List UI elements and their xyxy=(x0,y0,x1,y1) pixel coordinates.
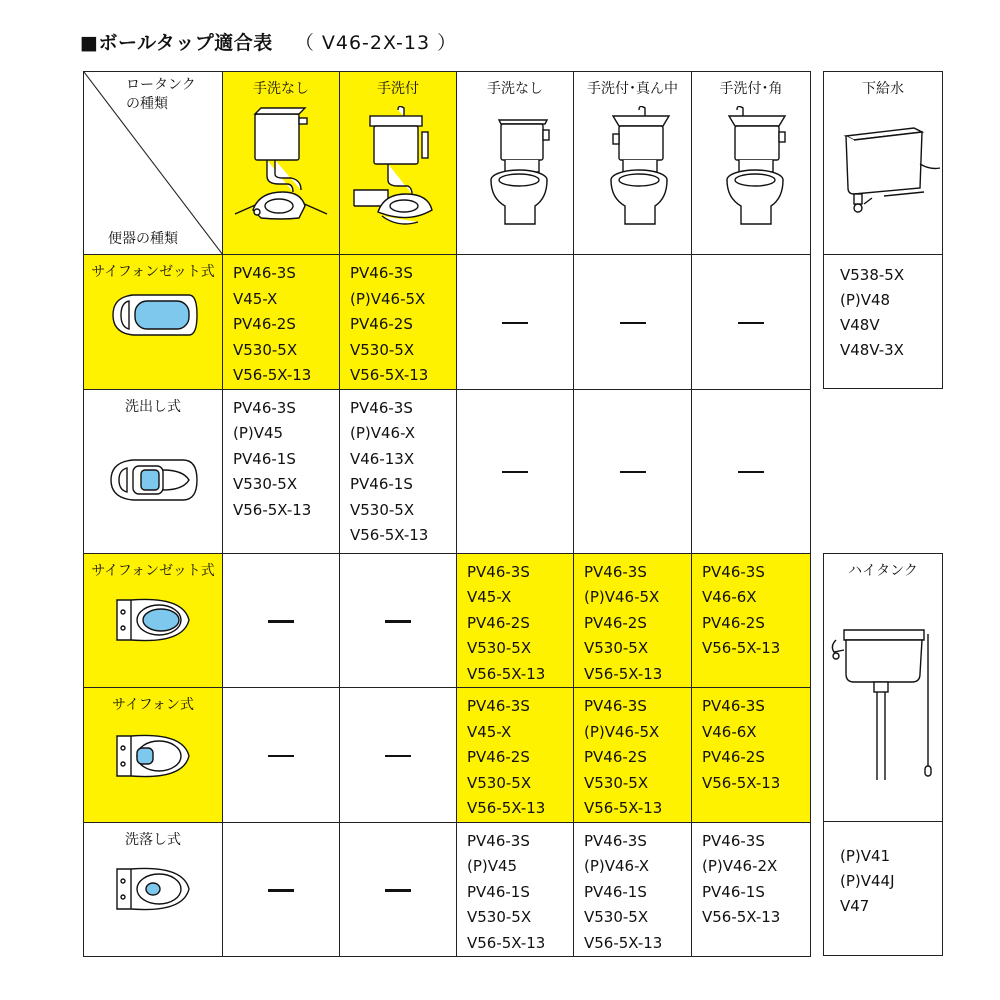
tank-header-western-faucet-corner xyxy=(692,72,811,255)
model-number: V530-5X xyxy=(233,475,298,493)
model-list xyxy=(340,390,456,549)
western-toilet-faucet-corner-icon xyxy=(701,106,801,236)
model-number: V56-5X-13 xyxy=(467,933,546,952)
compatibility-table xyxy=(83,71,811,957)
western-toilet-tank-icon xyxy=(465,106,565,236)
cell xyxy=(692,688,811,823)
model-number: (P)V48 xyxy=(840,291,891,309)
tank-header-label: 手洗付･角 xyxy=(719,81,783,97)
model-number: V530-5X xyxy=(584,773,649,792)
dash-mark xyxy=(385,620,411,623)
dash-mark xyxy=(620,471,646,474)
header-row xyxy=(84,72,811,255)
tank-header-label: 手洗付･真ん中 xyxy=(587,81,678,97)
cell xyxy=(574,553,692,688)
model-number: PV46-2S xyxy=(584,748,647,766)
title-model: （ V46-2X-13 ） xyxy=(294,32,458,54)
tank-header-squat-no-faucet xyxy=(223,72,340,255)
tank-header-western-faucet-center xyxy=(574,72,692,255)
tank-header-western-no-faucet xyxy=(457,72,574,255)
dash-mark xyxy=(502,471,528,474)
side-table-high-tank xyxy=(823,553,943,956)
model-number: PV46-3S xyxy=(702,697,765,715)
model-list xyxy=(457,554,573,688)
bowl-header-siphon-jet-western xyxy=(84,553,223,688)
model-list xyxy=(574,554,691,688)
bowl-label: 洗落し式 xyxy=(125,831,181,848)
bowl-label: サイフォン式 xyxy=(112,697,194,713)
cell xyxy=(574,688,692,823)
dash-mark xyxy=(385,889,411,892)
bowl-row xyxy=(84,688,811,823)
model-number: (P)V41 xyxy=(840,847,891,865)
model-number: (P)V45 xyxy=(467,857,518,875)
cell xyxy=(457,822,574,957)
model-number: PV46-3S xyxy=(350,398,413,417)
squat-bowl-siphon-jet-icon xyxy=(103,289,203,341)
model-number: PV46-3S xyxy=(233,264,296,282)
cell xyxy=(574,822,692,957)
cell xyxy=(223,688,340,823)
side-cell-low-feed xyxy=(824,255,943,389)
bowl-label: 洗出し式 xyxy=(125,398,181,415)
side-cell-other xyxy=(824,822,943,956)
model-number: V56-5X-13 xyxy=(702,908,781,926)
page-title xyxy=(80,28,457,55)
model-number: PV46-3S xyxy=(467,697,530,715)
model-number: PV46-3S xyxy=(467,562,530,581)
model-number: V56-5X-13 xyxy=(350,366,429,384)
side-header-low-feed xyxy=(824,72,943,255)
model-number: V530-5X xyxy=(467,908,532,926)
western-bowl-siphon-icon xyxy=(103,728,203,784)
model-number: V46-6X xyxy=(702,722,757,741)
model-number: V56-5X-13 xyxy=(584,799,663,817)
model-list xyxy=(692,688,810,796)
model-number: V56-5X-13 xyxy=(467,799,546,817)
model-number: PV46-2S xyxy=(233,315,296,333)
model-number: PV46-3S xyxy=(702,562,765,581)
bowl-row xyxy=(84,389,811,553)
model-number: PV46-1S xyxy=(233,449,296,468)
model-number: PV46-3S xyxy=(584,562,647,581)
model-number: (P)V45 xyxy=(233,424,284,442)
model-number: PV46-2S xyxy=(467,613,530,632)
model-number: (P)V46-X xyxy=(350,424,416,442)
model-list xyxy=(574,688,691,822)
squat-toilet-tank-faucet-icon xyxy=(348,106,448,236)
corner-bowl-label: 便器の種類 xyxy=(108,231,178,247)
bowl-row xyxy=(84,255,811,390)
bowl-header-siphon-jet-squat xyxy=(84,255,223,390)
cell xyxy=(692,822,811,957)
model-number: V538-5X xyxy=(840,266,905,284)
corner-tank-label xyxy=(126,76,196,114)
dash-mark xyxy=(385,755,411,758)
model-number: V530-5X xyxy=(467,639,532,657)
cell xyxy=(574,389,692,553)
bowl-header-washout-squat xyxy=(84,389,223,553)
side-header-high-tank xyxy=(824,554,943,822)
model-number: V530-5X xyxy=(584,639,649,657)
model-number: V56-5X-13 xyxy=(233,366,312,384)
model-number: PV46-3S xyxy=(350,264,413,282)
corner-tank-label-line1: ロータンク xyxy=(126,77,196,93)
model-list xyxy=(692,823,810,931)
cell xyxy=(457,688,574,823)
tank-header-label: 手洗付 xyxy=(377,81,419,97)
model-number: V45-X xyxy=(467,722,512,741)
model-number: (P)V44J xyxy=(840,872,895,890)
western-toilet-faucet-center-icon xyxy=(583,106,683,236)
model-list xyxy=(574,823,691,957)
bowl-row xyxy=(84,553,811,688)
model-number: PV46-1S xyxy=(702,882,765,901)
model-number: V46-13X xyxy=(350,449,415,468)
model-list xyxy=(824,822,942,919)
model-number: PV46-2S xyxy=(467,748,530,766)
model-number: V56-5X-13 xyxy=(584,664,663,683)
dash-mark xyxy=(268,889,294,892)
model-number: PV46-1S xyxy=(350,475,413,493)
title-main: ■ボールタップ適合表 xyxy=(80,32,273,54)
model-number: V47 xyxy=(840,897,870,915)
cell xyxy=(457,553,574,688)
model-number: PV46-3S xyxy=(584,831,647,850)
cell xyxy=(340,255,457,390)
bowl-label: サイフォンゼット式 xyxy=(91,264,215,280)
squat-bowl-washout-icon xyxy=(103,440,203,520)
model-number: (P)V46-5X xyxy=(350,289,426,308)
dash-mark xyxy=(738,471,764,474)
model-list xyxy=(824,255,942,363)
dash-mark xyxy=(738,322,764,325)
model-number: V56-5X-13 xyxy=(584,933,663,952)
model-number: PV46-3S xyxy=(233,398,296,417)
tank-header-label: 手洗なし xyxy=(487,81,543,97)
model-number: V56-5X-13 xyxy=(702,773,781,792)
model-list xyxy=(223,390,339,524)
model-number: PV46-3S xyxy=(584,697,647,715)
model-number: V46-6X xyxy=(702,588,757,606)
model-number: V530-5X xyxy=(233,340,298,359)
model-number: PV46-2S xyxy=(702,748,765,766)
dash-mark xyxy=(502,322,528,325)
cell xyxy=(340,688,457,823)
model-number: PV46-1S xyxy=(467,882,530,901)
model-number: PV46-1S xyxy=(584,882,647,901)
high-tank-icon xyxy=(824,590,942,790)
model-number: V530-5X xyxy=(350,340,415,359)
cell xyxy=(223,255,340,390)
model-number: V56-5X-13 xyxy=(467,664,546,683)
cell xyxy=(340,822,457,957)
model-list xyxy=(457,688,573,822)
western-bowl-washdown-icon xyxy=(103,861,203,917)
model-number: V45-X xyxy=(233,289,278,308)
bowl-label: サイフォンゼット式 xyxy=(91,562,215,579)
tank-header-squat-faucet xyxy=(340,72,457,255)
model-number: PV46-2S xyxy=(350,315,413,333)
model-number: (P)V46-X xyxy=(584,857,650,875)
model-number: V530-5X xyxy=(350,500,415,519)
cell xyxy=(223,822,340,957)
model-number: V530-5X xyxy=(584,908,649,926)
dash-mark xyxy=(268,755,294,758)
tank-header-label: 手洗なし xyxy=(253,81,309,97)
cell xyxy=(457,389,574,553)
cell xyxy=(692,255,811,390)
bowl-header-washdown-western xyxy=(84,822,223,957)
corner-tank-label-line2: の種類 xyxy=(126,96,168,112)
model-number: V45-X xyxy=(467,588,512,606)
cell xyxy=(223,389,340,553)
model-number: PV46-2S xyxy=(702,613,765,632)
bowl-row xyxy=(84,822,811,957)
model-number: (P)V46-5X xyxy=(584,588,660,606)
cell xyxy=(457,255,574,390)
cell xyxy=(692,553,811,688)
model-list xyxy=(340,255,456,389)
model-number: PV46-3S xyxy=(467,831,530,850)
western-bowl-siphon-jet-icon xyxy=(103,592,203,648)
cell xyxy=(692,389,811,553)
side-label: ハイタンク xyxy=(848,563,918,579)
model-number: V48V xyxy=(840,316,880,334)
low-feed-tank-icon xyxy=(824,98,942,228)
cell xyxy=(340,553,457,688)
side-table-low-feed xyxy=(823,71,943,389)
dash-mark xyxy=(268,620,294,623)
cell xyxy=(574,255,692,390)
model-number: PV46-3S xyxy=(702,831,765,850)
model-list xyxy=(457,823,573,957)
bowl-header-siphon-western xyxy=(84,688,223,823)
model-number: V56-5X-13 xyxy=(350,526,429,544)
model-number: PV46-2S xyxy=(584,613,647,632)
squat-toilet-tank-icon xyxy=(231,106,331,236)
dash-mark xyxy=(620,322,646,325)
model-list xyxy=(692,554,810,662)
side-label: 下給水 xyxy=(862,81,904,97)
corner-cell xyxy=(84,72,223,255)
model-number: V530-5X xyxy=(467,773,532,792)
model-number: (P)V46-2X xyxy=(702,857,778,875)
cell xyxy=(223,553,340,688)
model-number: V48V-3X xyxy=(840,341,904,359)
model-list xyxy=(223,255,339,389)
cell xyxy=(340,389,457,553)
model-number: V56-5X-13 xyxy=(233,500,312,519)
model-number: V56-5X-13 xyxy=(702,639,781,657)
model-number: (P)V46-5X xyxy=(584,722,660,741)
